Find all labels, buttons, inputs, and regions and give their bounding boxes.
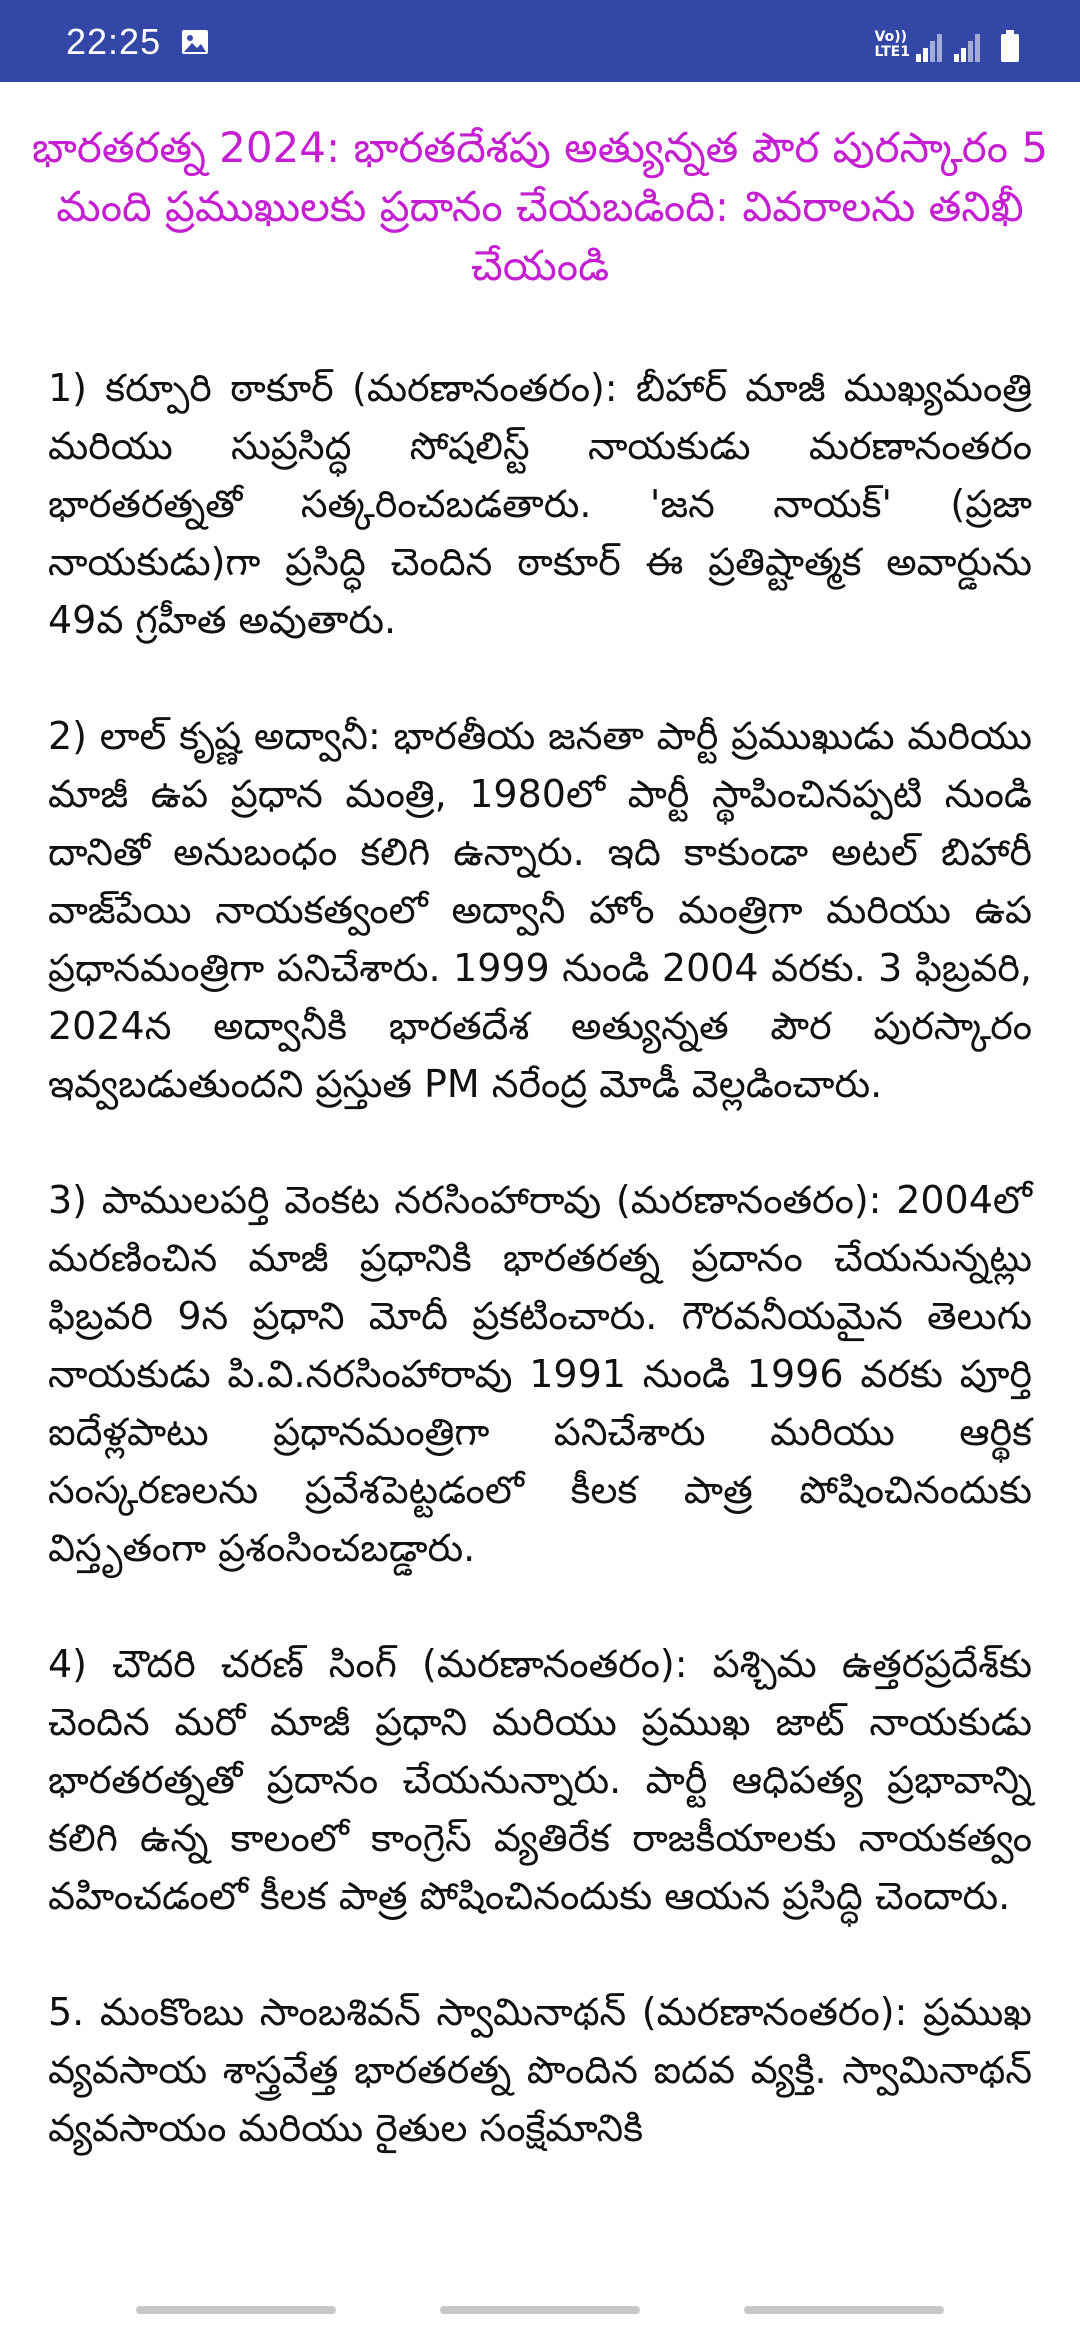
paragraph-2: 2) లాల్ కృష్ణ అద్వానీ: భారతీయ జనతా పార్టీ ప్రముఖుడు మరియు మాజీ ఉప ప్రధాన మంత్రి, 1980లో పార్టీ స్థాపించినప్పటి నుండి దానితో అనుబంధం కలిగి ఉన్నారు. ఇది కాకుండా అటల్ బిహారీ వాజ్‌పేయి నాయకత్వంలో అద్వానీ హోం మంత్రిగా మరియు ఉప ప్రధానమంత్రిగా పనిచేశారు. 1999 నుండి 2004 వరకు. 3 ఫిబ్రవరి, 2024న అద్వానీకి భారతదేశ అత్యున్నత పౌర పురస్కారం ఇవ్వబడుతుందని ప్రస్తుత PM నరేంద్ర మోడీ వెల్లడించారు.	[48, 714, 1032, 1106]
paragraph-1: 1) కర్పూరి ఠాకూర్ (మరణానంతరం): బీహార్ మాజీ ముఖ్యమంత్రి మరియు సుప్రసిద్ధ సోషలిస్ట్ నాయకుడు మరణానంతరం భారతరత్నతో సత్కరించబడతారు. 'జన నాయక్' (ప్రజా నాయకుడు)గా ప్రసిద్ధి చెందిన ఠాకూర్ ఈ ప్రతిష్టాత్మక అవార్డును 49వ గ్రహీత అవుతారు.	[48, 366, 1032, 642]
battery-icon	[1000, 30, 1020, 62]
article-headline: భారతరత్న 2024: భారతదేశపు అత్యున్నత పౌర పురస్కారం 5 మంది ప్రముఖులకు ప్రదానం చేయబడింది: వివరాలను తనిఖీ చేయండి	[31, 123, 1049, 290]
nav-handle-left[interactable]	[136, 2306, 336, 2314]
navigation-bar	[0, 2280, 1080, 2340]
nav-handle-center[interactable]	[440, 2306, 640, 2314]
volte-label: Vo))	[874, 29, 908, 45]
paragraph-5: 5. మంకొంబు సాంబశివన్ స్వామినాథన్ (మరణానంతరం): ప్రముఖ వ్యవసాయ శాస్త్రవేత్త భారతరత్న పొందిన ఐదవ వ్యక్తి. స్వామినాథన్ వ్యవసాయం మరియు రైతుల సంక్షేమానికి	[48, 1990, 1032, 2150]
gallery-icon	[180, 27, 210, 57]
network-label	[875, 30, 910, 60]
nav-handle-right[interactable]	[744, 2306, 944, 2314]
signal-icon	[916, 32, 944, 62]
status-bar	[0, 0, 1080, 82]
lte-label: LTE1	[874, 44, 910, 60]
paragraph-3: 3) పాములపర్తి వెంకట నరసింహారావు (మరణానంతరం): 2004లో మరణించిన మాజీ ప్రధానికి భారతరత్న ప్రదానం చేయనున్నట్లు ఫిబ్రవరి 9న ప్రధాని మోదీ ప్రకటించారు. గౌరవనీయమైన తెలుగు నాయకుడు పి.వి.నరసింహారావు 1991 నుండి 1996 వరకు పూర్తి ఐదేళ్లపాటు ప్రధానమంత్రిగా పనిచేశారు మరియు ఆర్థిక సంస్కరణలను ప్రవేశపెట్టడంలో కీలక పాత్ర పోషించినందుకు విస్తృతంగా ప్రశంసించబడ్డారు.	[48, 1178, 1032, 1570]
paragraph-4: 4) చౌదరి చరణ్ సింగ్ (మరణానంతరం): పశ్చిమ ఉత్తరప్రదేశ్‌కు చెందిన మరో మాజీ ప్రధాని మరియు ప్రముఖ జాట్ నాయకుడు భారతరత్నతో ప్రదానం చేయనున్నారు. పార్టీ ఆధిపత్య ప్రభావాన్ని కలిగి ఉన్న కాలంలో కాంగ్రెస్ వ్యతిరేక రాజకీయాలకు నాయకత్వం వహించడంలో కీలక పాత్ర పోషించినందుకు ఆయన ప్రసిద్ధి చెందారు.	[48, 1642, 1032, 1918]
signal-icon-sim2	[954, 32, 982, 62]
status-icons	[875, 22, 1020, 62]
status-time: 22:25	[66, 21, 162, 62]
article-content[interactable]	[0, 82, 1080, 2322]
